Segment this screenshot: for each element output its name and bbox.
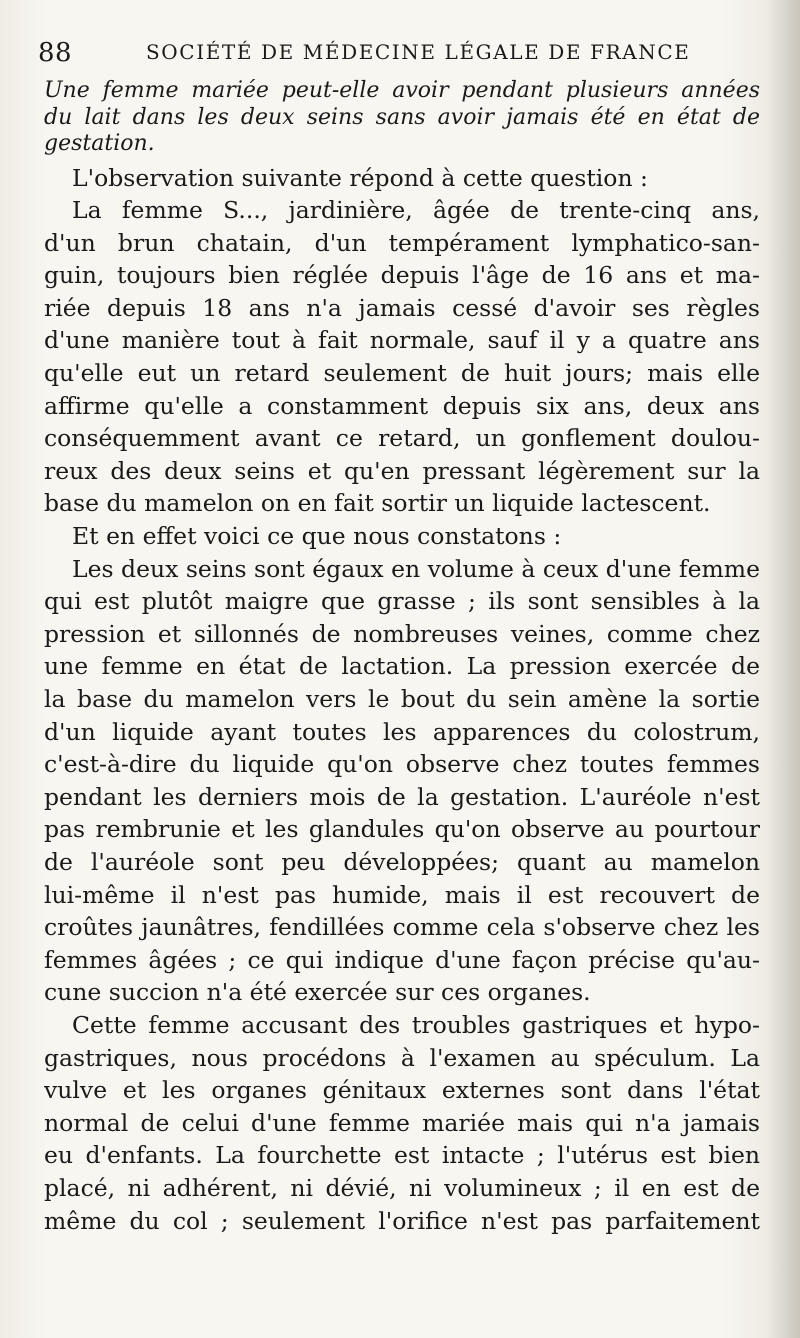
text-line: qui est plutôt maigre que grasse ; ils sont sensibles à la — [44, 587, 760, 616]
text-line: la base du mamelon vers le bout du sein amène la sortie — [44, 685, 760, 713]
text-line: Cette femme accusant des troubles gastriques et hypo- — [72, 1010, 760, 1039]
text-line: Les deux seins sont égaux en volume à ceux d'une femme — [72, 554, 760, 583]
text-line: normal de celui d'une femme mariée mais qui n'a jamais — [44, 1108, 760, 1137]
text-line: pas rembrunie et les glandules qu'on observe au pourtour — [44, 815, 760, 844]
text-line: La femme S..., jardinière, âgée de trente-cinq ans, — [72, 196, 760, 225]
question-line: gestation. — [44, 131, 155, 156]
body-text — [44, 78, 760, 1237]
question-line: du lait dans les deux seins sans avoir jamais été en état de — [44, 104, 760, 130]
text-line: vulve et les organes génitaux externes sont dans l'état — [44, 1076, 760, 1105]
text-line: d'un brun chatain, d'un tempérament lymphatico-san- — [44, 228, 760, 257]
text-line: cune succion n'a été exercée sur ces organes. — [44, 978, 591, 1007]
text-line: eu d'enfants. La fourchette est intacte ; l'utérus est bien — [44, 1141, 760, 1170]
text-line: reux des deux seins et qu'en pressant légèrement sur la — [44, 456, 760, 485]
text-line: lui-même il n'est pas humide, mais il est recouvert de — [44, 880, 760, 909]
text-line: femmes âgées ; ce qui indique d'une façon précise qu'au- — [44, 945, 760, 974]
paragraph — [44, 1009, 760, 1237]
paragraph — [44, 520, 760, 553]
page-number: 88 — [38, 38, 73, 68]
text-line: d'une manière tout à fait normale, sauf il y a quatre ans — [44, 326, 760, 355]
text-line: base du mamelon on en fait sortir un liquide lactescent. — [44, 489, 711, 518]
text-line: pression et sillonnés de nombreuses veines, comme chez — [44, 619, 760, 648]
text-line: même du col ; seulement l'orifice n'est pas parfaitement — [44, 1206, 760, 1235]
text-line: c'est-à-dire du liquide qu'on observe chez toutes femmes — [44, 750, 760, 779]
text-line: une femme en état de lactation. La pression exercée de — [44, 652, 760, 681]
text-line: affirme qu'elle a constamment depuis six ans, deux ans — [44, 391, 760, 420]
text-line: placé, ni adhérent, ni dévié, ni volumineux ; il en est de — [44, 1173, 760, 1202]
text-line: L'observation suivante répond à cette question : — [72, 163, 648, 192]
text-line: Et en effet voici ce que nous constatons : — [72, 522, 562, 551]
text-line: qu'elle eut un retard seulement de huit jours; mais elle — [44, 359, 760, 388]
text-line: pendant les derniers mois de la gestation. L'auréole n'est — [44, 782, 760, 811]
text-line: riée depuis 18 ans n'a jamais cessé d'avoir ses règles — [44, 293, 760, 322]
paragraph — [44, 194, 760, 520]
page-header — [38, 34, 778, 74]
paragraph — [44, 162, 760, 195]
running-head: SOCIÉTÉ DE MÉDECINE LÉGALE DE FRANCE — [146, 40, 691, 64]
text-line: d'un liquide ayant toutes les apparences du colostrum, — [44, 717, 760, 746]
spine-shadow — [766, 0, 800, 1338]
text-line: de l'auréole sont peu développées; quant au mamelon — [44, 847, 760, 876]
text-line: gastriques, nous procédons à l'examen au spéculum. La — [44, 1043, 760, 1072]
paragraph — [44, 553, 760, 1009]
question-line: Une femme mariée peut-elle avoir pendant plusieurs années — [44, 78, 760, 103]
text-line: guin, toujours bien réglée depuis l'âge de 16 ans et ma- — [44, 261, 760, 290]
text-line: conséquemment avant ce retard, un gonflement doulou- — [44, 424, 760, 453]
text-line: croûtes jaunâtres, fendillées comme cela s'observe chez les — [44, 913, 760, 942]
question-block — [44, 78, 760, 158]
